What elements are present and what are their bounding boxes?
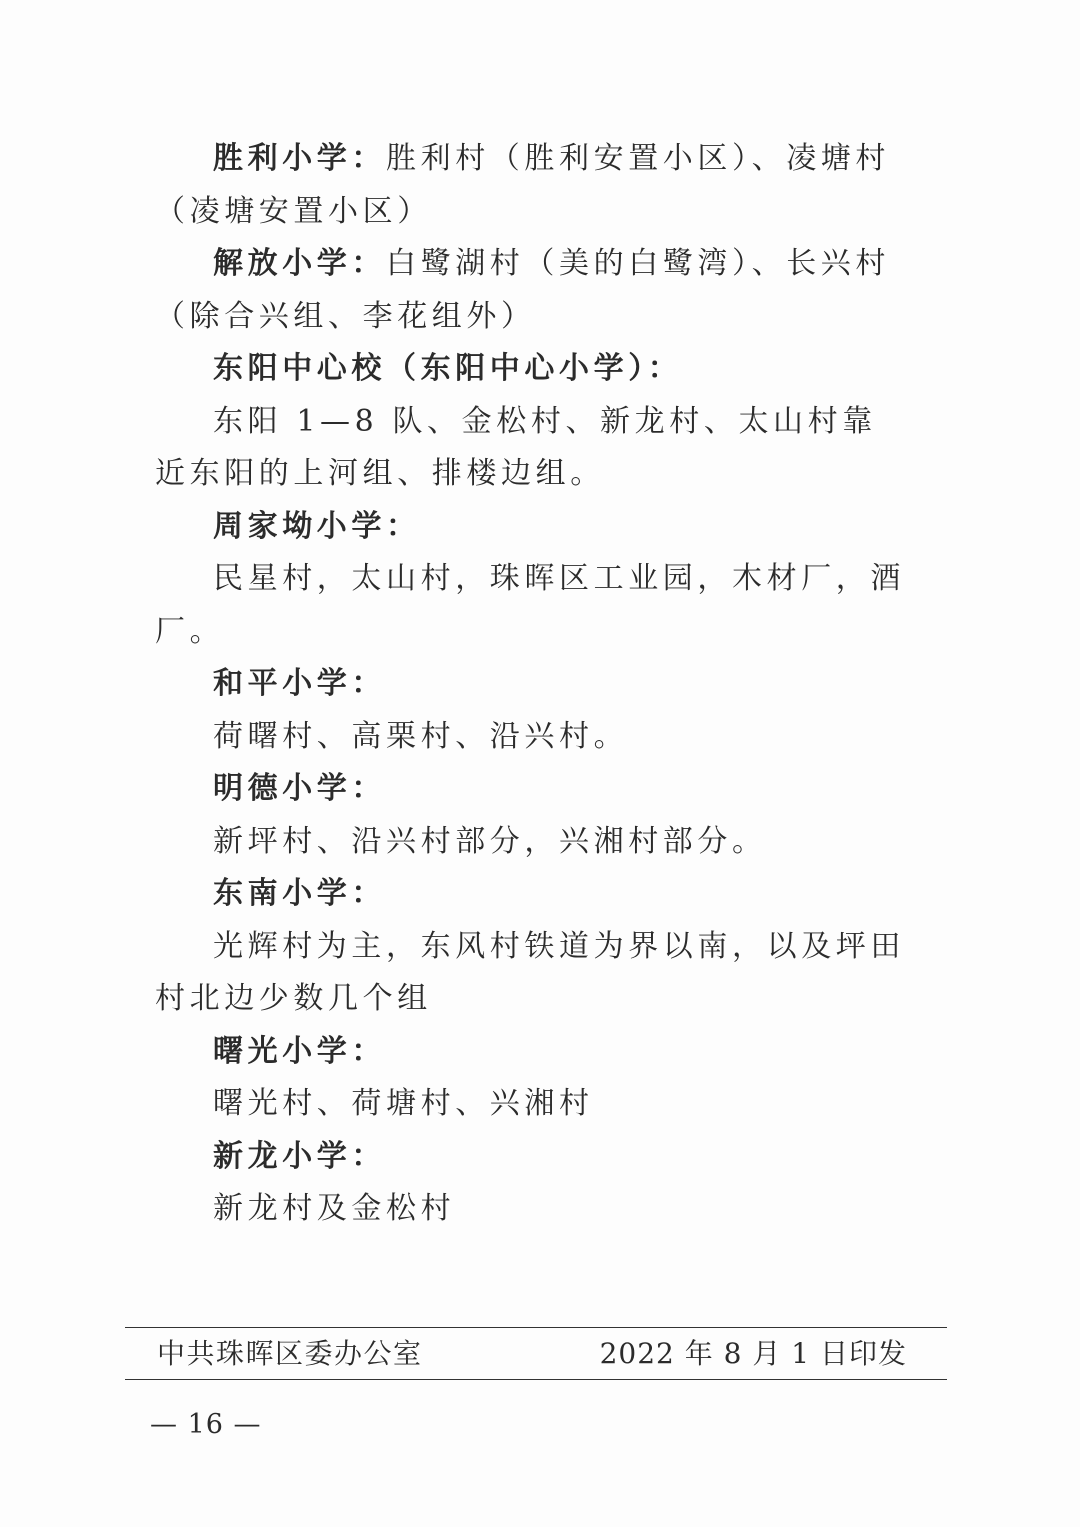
district-text: 光辉村为主，东风村铁道为界以南，以及坪田村北边少数几个组 xyxy=(155,928,905,1016)
school-name: 新龙小学： xyxy=(213,1138,386,1174)
paragraph-dongyang-district xyxy=(155,396,905,501)
district-text: 曙光村、荷塘村、兴湘村 xyxy=(213,1086,594,1121)
page-number: — 16 — xyxy=(150,1409,262,1440)
district-text: 新龙村及金松村 xyxy=(213,1191,456,1226)
paragraph-xinlong-district xyxy=(155,1183,905,1236)
heading-shuguang-school xyxy=(155,1026,905,1079)
district-text: 胜利村（胜利安置小区）、凌塘村（凌塘安置小区） xyxy=(155,141,890,229)
heading-heping-school xyxy=(155,658,905,711)
school-name: 曙光小学： xyxy=(213,1033,386,1069)
heading-dongnan-school xyxy=(155,868,905,921)
heading-xinlong-school xyxy=(155,1131,905,1184)
paragraph-mingde-district xyxy=(155,816,905,869)
school-name: 和平小学： xyxy=(213,666,386,701)
issuing-office: 中共珠晖区委办公室 xyxy=(157,1337,423,1370)
school-name: 东南小学： xyxy=(213,876,386,911)
paragraph-heping-district xyxy=(155,711,905,764)
footer-bottom-rule xyxy=(125,1379,947,1380)
school-name: 东阳中心校（东阳中心小学）： xyxy=(213,351,683,386)
school-name: 周家坳小学： xyxy=(213,508,421,544)
school-name: 明德小学： xyxy=(213,771,386,806)
district-text: 新坪村、沿兴村部分，兴湘村部分。 xyxy=(213,823,767,859)
paragraph-dongnan-district xyxy=(155,921,905,1026)
district-text: 荷曙村、高栗村、沿兴村。 xyxy=(213,718,629,754)
document-body xyxy=(155,133,905,1236)
paragraph-zhoujiaao-district xyxy=(155,553,905,658)
school-name: 解放小学： xyxy=(213,246,386,281)
heading-dongyang-school xyxy=(155,343,905,396)
issue-date: 2022 年 8 月 1 日印发 xyxy=(599,1337,907,1370)
district-text: 民星村，太山村，珠晖区工业园，木材厂，酒厂。 xyxy=(155,561,905,649)
heading-mingde-school xyxy=(155,763,905,816)
heading-zhoujiaao-school xyxy=(155,501,905,554)
footer-top-rule xyxy=(125,1327,947,1328)
paragraph-jiefang-school xyxy=(155,238,905,343)
school-name: 胜利小学： xyxy=(213,141,386,176)
paragraph-shengli-school xyxy=(155,133,905,238)
district-text: 白鹭湖村（美的白鹭湾）、长兴村（除合兴组、李花组外） xyxy=(155,246,890,334)
district-text: 东阳 1—8 队、金松村、新龙村、太山村靠近东阳的上河组、排楼边组。 xyxy=(155,403,877,491)
paragraph-shuguang-district xyxy=(155,1078,905,1131)
